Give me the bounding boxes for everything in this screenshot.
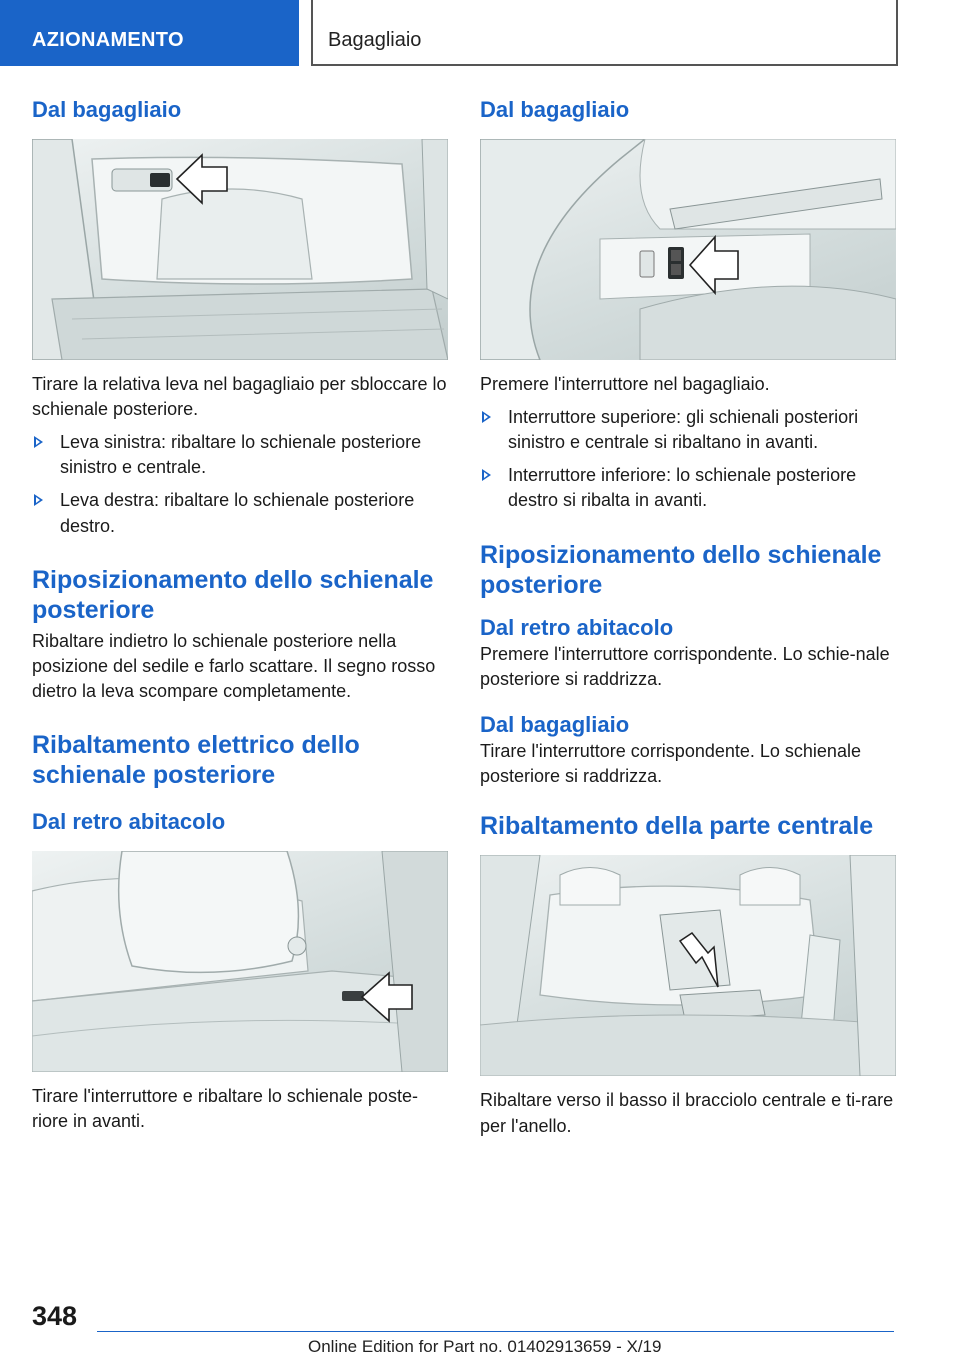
paragraph-armrest: Ribaltare verso il basso il bracciolo centrale e ti‐rare per l'anello. <box>480 1090 894 1136</box>
triangle-bullet-icon <box>482 411 491 423</box>
header-chapter-label: Bagagliaio <box>328 29 422 51</box>
trunk-lever-illustration <box>32 139 448 360</box>
paragraph-press-switch: Premere l'interruttore nel bagagliaio. <box>480 373 770 394</box>
heading-dal-bagagliaio: Dal bagagliaio <box>32 97 182 122</box>
heading-dal-bagagliaio-electric: Dal bagagliaio <box>480 97 630 122</box>
list-item: Interruttore inferiore: lo schienale posteriore destro si ribalta in avanti. <box>480 463 896 513</box>
list-item: Interruttore superiore: gli schienali posteriori sinistro e centrale si ribaltano in avanti. <box>480 405 896 455</box>
switch-bullet-list <box>480 405 896 514</box>
header-section-tab <box>0 0 299 66</box>
heading-ribaltamento-elettrico: Ribaltamento elettrico dello schienale posteriore <box>32 731 360 790</box>
triangle-bullet-icon <box>482 469 491 481</box>
left-column <box>32 96 448 1134</box>
footer-edition: Online Edition for Part no. 01402913659 - X/19 <box>308 1337 662 1356</box>
paragraph-pull-switch: Tirare l'interruttore e ribaltare lo schienale poste‐riore in avanti. <box>32 1085 418 1132</box>
header-section-label: AZIONAMENTO <box>32 29 184 51</box>
paragraph-pull-corresponding: Tirare l'interruttore corrispondente. Lo schienale posteriore si raddrizza. <box>480 741 861 787</box>
heading-dal-bagagliaio-right: Dal bagagliaio <box>480 711 630 737</box>
rear-cabin-switch-illustration <box>32 851 448 1072</box>
heading-riposizionamento-right: Riposizionamento dello schienale posteriore <box>480 540 882 599</box>
paragraph-reposition: Ribaltare indietro lo schienale posteriore nella posizione del sedile e farlo scattare. Il segno rosso dietro la leva scompare completamente. <box>32 630 436 702</box>
heading-dal-retro-abitacolo: Dal retro abitacolo <box>32 809 226 835</box>
triangle-bullet-icon <box>34 436 43 448</box>
right-column <box>480 96 896 1139</box>
heading-parte-centrale: Ribaltamento della parte centrale <box>480 812 874 841</box>
header-chapter-box <box>311 0 898 66</box>
heading-riposizionamento: Riposizionamento dello schienale posteriore <box>32 565 434 624</box>
footer-divider <box>97 1331 894 1332</box>
paragraph-unlock-lever: Tirare la relativa leva nel bagagliaio per sbloccare lo schienale posteriore. <box>32 373 447 419</box>
trunk-switch-illustration <box>480 139 896 360</box>
list-item: Leva destra: ribaltare lo schienale posteriore destro. <box>32 488 448 538</box>
center-armrest-illustration <box>480 855 896 1076</box>
paragraph-press-corresponding: Premere l'interruttore corrispondente. Lo schie‐nale posteriore si raddrizza. <box>480 644 890 690</box>
triangle-bullet-icon <box>34 494 43 506</box>
heading-dal-retro-abitacolo-right: Dal retro abitacolo <box>480 614 674 640</box>
lever-bullet-list <box>32 430 448 539</box>
list-item: Leva sinistra: ribaltare lo schienale posteriore sinistro e centrale. <box>32 430 448 480</box>
page-number: 348 <box>32 1301 78 1331</box>
